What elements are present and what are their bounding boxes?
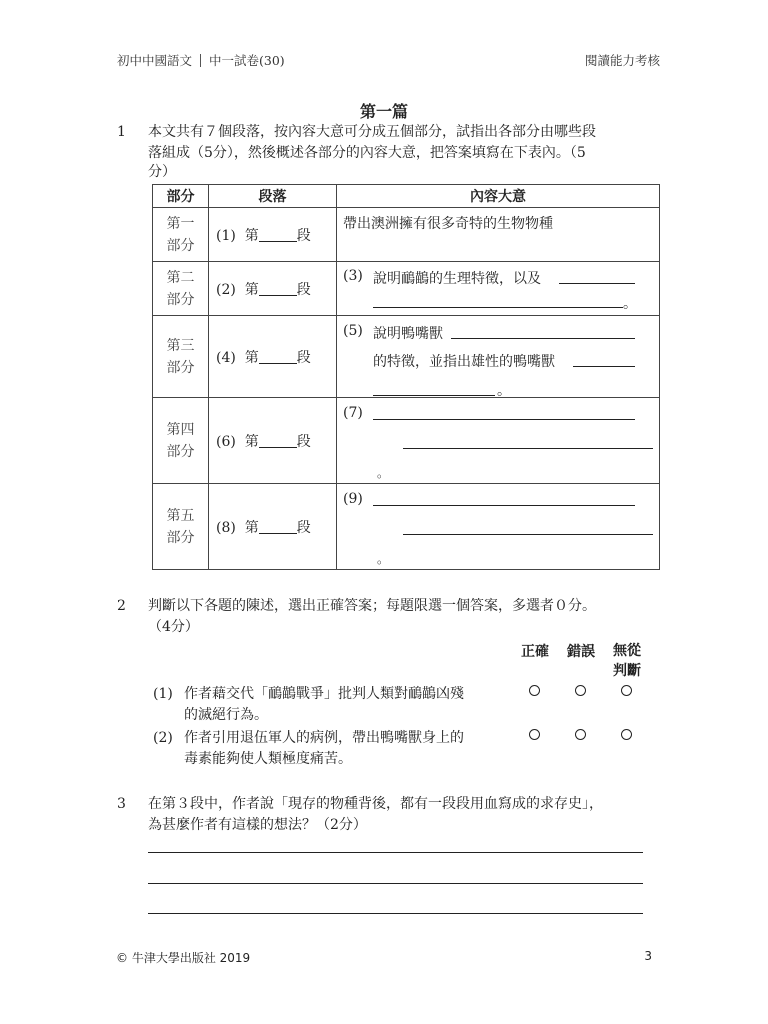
section-title: 第一篇	[359, 102, 408, 121]
part-label: 部分	[166, 291, 195, 308]
seg-prefix: 第	[244, 227, 259, 244]
answer-blank[interactable]	[373, 395, 495, 396]
answer-blank[interactable]	[373, 307, 623, 308]
seg-number: (4)	[216, 349, 236, 366]
seg-blank[interactable]	[259, 350, 297, 364]
part-cell	[153, 262, 209, 316]
th-content: 內容大意	[337, 185, 660, 208]
q2-item2-num: (2)	[153, 730, 173, 746]
q3-answer-line[interactable]	[148, 883, 643, 884]
q3-answer-line[interactable]	[148, 852, 643, 853]
part-cell	[153, 484, 209, 570]
answer-blank[interactable]	[373, 419, 635, 420]
col-unknown-line1: 無從	[613, 643, 641, 659]
answer-blank[interactable]	[373, 505, 635, 506]
answer-blank[interactable]	[573, 366, 635, 367]
content-r3-text1: 說明鴨嘴獸	[373, 326, 443, 342]
seg-prefix: 第	[244, 433, 259, 450]
content-r2-text: 說明鴯鶓的生理特徵，以及	[373, 271, 541, 287]
table-header-row	[153, 185, 660, 208]
q1-text	[148, 122, 668, 180]
seg-prefix: 第	[244, 519, 259, 536]
table-row	[153, 208, 660, 262]
header-right: 閱讀能力考核	[584, 53, 660, 68]
content-r3-text2: 的特徵，並指出雄性的鴨嘴獸	[373, 354, 555, 370]
seg-suffix: 段	[296, 227, 311, 244]
seg-prefix: 第	[244, 349, 259, 366]
q3-number: 3	[117, 796, 126, 812]
q2-item2-true-radio[interactable]	[529, 729, 540, 740]
content-cell	[337, 208, 660, 262]
q3-line2: 為甚麼作者有這樣的想法？（2分）	[148, 817, 367, 833]
period: 。	[623, 296, 637, 312]
content-r4-num: (7)	[343, 405, 363, 421]
part-label: 第一	[166, 215, 195, 232]
seg-blank[interactable]	[259, 228, 297, 242]
part-cell	[153, 398, 209, 484]
q2-number: 2	[117, 598, 126, 614]
part-label: 部分	[166, 359, 195, 376]
content-cell	[337, 398, 660, 484]
table-row	[153, 484, 660, 570]
q1-answer-table	[152, 184, 660, 570]
answer-blank[interactable]	[559, 283, 635, 284]
table-row	[153, 398, 660, 484]
q2-item1-false-radio[interactable]	[575, 685, 586, 696]
seg-suffix: 段	[296, 349, 311, 366]
answer-blank[interactable]	[403, 534, 653, 535]
part-label: 部分	[166, 529, 195, 546]
part-label: 部分	[166, 443, 195, 460]
part-label: 第二	[166, 269, 195, 286]
page-header-left	[117, 51, 285, 69]
q2-item2-false-radio[interactable]	[575, 729, 586, 740]
q3-answer-line[interactable]	[148, 913, 643, 914]
q1-line3: 分）	[148, 164, 176, 180]
period: 。	[377, 552, 390, 566]
q2-item2-unknown-radio[interactable]	[621, 729, 632, 740]
col-unknown-line2: 判斷	[613, 663, 641, 679]
th-paragraph: 段落	[209, 185, 337, 208]
content-cell	[337, 316, 660, 398]
q2-item1-true-radio[interactable]	[529, 685, 540, 696]
seg-suffix: 段	[296, 281, 311, 298]
period: 。	[497, 383, 511, 399]
table-row	[153, 316, 660, 398]
content-cell	[337, 484, 660, 570]
q2-item2-line1: 作者引用退伍軍人的病例，帶出鴨嘴獸身上的	[184, 730, 464, 746]
content-cell	[337, 262, 660, 316]
header-divider	[200, 54, 201, 67]
header-paper: 中一試卷(30)	[209, 53, 285, 68]
seg-blank[interactable]	[259, 434, 297, 448]
content-r5-num: (9)	[343, 491, 363, 507]
segment-cell	[209, 484, 337, 570]
part-cell	[153, 316, 209, 398]
col-unknown-header	[608, 641, 646, 681]
q2-line1: 判斷以下各題的陳述，選出正確答案；每題限選一個答案，多選者０分。	[148, 598, 596, 614]
footer-copyright: © 牛津大學出版社 2019	[116, 951, 251, 965]
seg-number: (2)	[216, 281, 236, 298]
content-r2-num: (3)	[343, 268, 363, 284]
q2-item1-line2: 的滅絕行為。	[184, 707, 268, 723]
segment-cell	[209, 262, 337, 316]
q2-item2-text	[184, 728, 514, 770]
q2-item2-line2: 毒素能夠使人類極度痛苦。	[184, 751, 352, 767]
answer-blank[interactable]	[403, 448, 653, 449]
col-true-header: 正確	[521, 644, 549, 660]
period: 。	[377, 466, 390, 480]
part-label: 部分	[166, 237, 195, 254]
q2-item1-line1: 作者藉交代「鴯鶓戰爭」批判人類對鴯鶓凶殘	[184, 686, 464, 702]
q1-line1: 本文共有７個段落，按內容大意可分成五個部分，試指出各部分由哪些段	[148, 124, 596, 140]
answer-blank[interactable]	[451, 338, 635, 339]
content-r3-num: (5)	[343, 323, 363, 339]
segment-cell	[209, 208, 337, 262]
page-number: 3	[644, 949, 652, 963]
seg-blank[interactable]	[259, 282, 297, 296]
q2-text	[148, 596, 668, 638]
q2-item1-unknown-radio[interactable]	[621, 685, 632, 696]
seg-suffix: 段	[296, 519, 311, 536]
content-r1: 帶出澳洲擁有很多奇特的生物物種	[343, 216, 553, 232]
q2-item1-text	[184, 684, 514, 726]
segment-cell	[209, 398, 337, 484]
seg-number: (6)	[216, 433, 236, 450]
q1-line2: 落組成（5分），然後概述各部分的內容大意，把答案填寫在下表內。（5	[148, 145, 586, 161]
q1-number: 1	[117, 124, 126, 140]
q2-item1-num: (1)	[153, 686, 173, 702]
segment-cell	[209, 316, 337, 398]
part-label: 第三	[166, 337, 195, 354]
col-false-header: 錯誤	[567, 644, 595, 660]
q3-text	[148, 794, 668, 836]
part-label: 第五	[166, 507, 195, 524]
q3-line1: 在第３段中，作者說「現存的物種背後，都有一段段用血寫成的求存史」，	[148, 796, 603, 812]
q2-line2: （4分）	[148, 619, 199, 635]
table-row	[153, 262, 660, 316]
th-part: 部分	[153, 185, 209, 208]
seg-number: (8)	[216, 519, 236, 536]
header-subject: 初中中國語文	[117, 53, 193, 68]
part-cell	[153, 208, 209, 262]
part-label: 第四	[166, 421, 195, 438]
seg-blank[interactable]	[259, 520, 297, 534]
seg-prefix: 第	[244, 281, 259, 298]
seg-suffix: 段	[296, 433, 311, 450]
seg-number: (1)	[216, 227, 236, 244]
